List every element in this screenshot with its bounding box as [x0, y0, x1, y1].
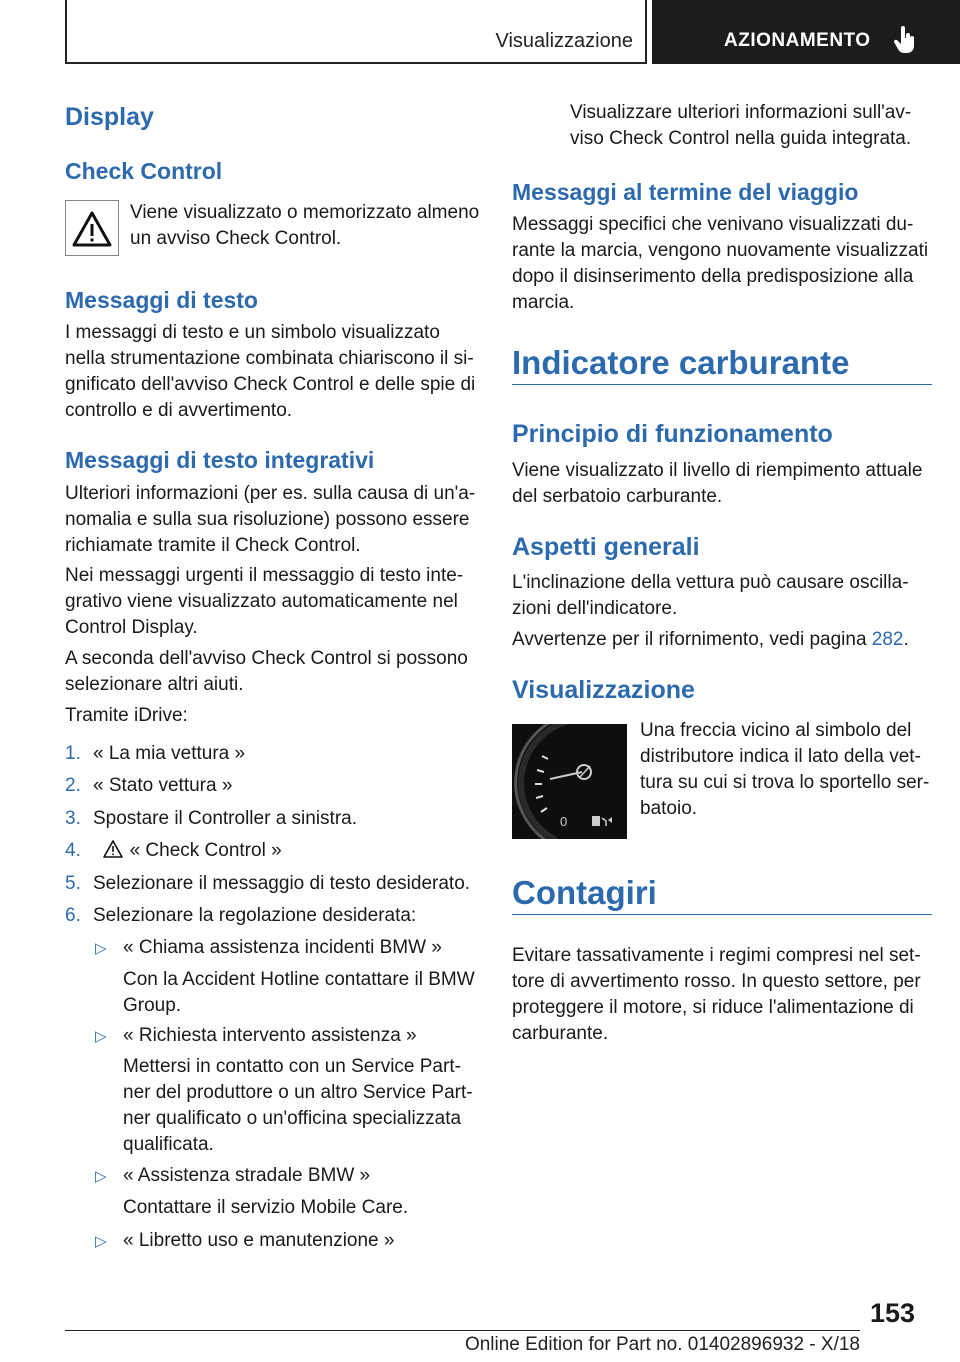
termine-viaggio-paragraph: Messaggi specifici che venivano visualizzati du- rante la marcia, vengono nuovamente visualizzati dopo il disinserimento della predisposizione alla marcia. [512, 214, 929, 313]
step-4: 4. « Check Control » [65, 840, 282, 861]
footer-edition: Online Edition for Part no. 01402896932 - X/18 [464, 1334, 860, 1355]
fuel-gauge-image [512, 724, 627, 839]
bullet-triangle-icon: ▷ [95, 940, 107, 957]
messaggi-testo-paragraph: I messaggi di testo e un simbolo visualizzato nella strumentazione combinata chiariscono il si- gnificato dell'avviso Check Control e delle spie di controllo e di avvertimento. [65, 322, 476, 421]
gauge-zero-label: 0 [560, 814, 568, 829]
option-accident-hotline: ▷ « Chiama assistenza incidenti BMW » [95, 935, 485, 962]
integrativi-paragraph-1: Ulteriori informazioni (per es. sulla causa di un'a- nomalia e sulla sua risoluzione) possono essere richiamate tramite il Check Control. [65, 483, 476, 556]
header-chapter-label: AZIONAMENTO [724, 30, 871, 51]
heading-indicatore-carburante: Indicatore carburante [512, 350, 932, 385]
heading-principio: Principio di funzionamento [512, 420, 833, 448]
heading-contagiri: Contagiri [512, 880, 932, 915]
step-1: 1. « La mia vettura » [65, 743, 246, 764]
principio-paragraph: Viene visualizzato il livello di riempimento attuale del serbatoio carburante. [512, 460, 923, 507]
footer-divider [65, 1330, 860, 1331]
heading-messaggi-integrativi: Messaggi di testo integrativi [65, 447, 375, 473]
integrativi-paragraph-2: Nei messaggi urgenti il messaggio di testo inte- grativo viene visualizzato automaticamente nel Control Display. [65, 565, 464, 638]
check-control-text: Viene visualizzato o memorizzato almeno un avviso Check Control. [130, 202, 480, 249]
bullet-triangle-icon: ▷ [95, 1233, 107, 1250]
warning-small-icon [102, 839, 124, 859]
warning-triangle-icon [66, 201, 118, 255]
contagiri-paragraph: Evitare tassativamente i regimi compresi nel set- tore di avvertimento rosso. In questo settore, per proteggere il motore, si riduce l'alimentazione di carburante. [512, 945, 921, 1044]
bullet-triangle-icon: ▷ [95, 1168, 107, 1185]
integrativi-paragraph-3: A seconda dell'avviso Check Control si possono selezionare altri aiuti. [65, 648, 468, 695]
bullet-triangle-icon: ▷ [95, 1028, 107, 1045]
option-richiesta-intervento-desc: Mettersi in contatto con un Service Part- ner del produttore o un altro Service Part- ner qualificato o un'officina specializzata qualificata. [123, 1056, 473, 1155]
header-section-title: Visualizzazione [495, 30, 633, 52]
heading-termine-viaggio: Messaggi al termine del viaggio [512, 179, 859, 205]
visualizzazione-paragraph: Una freccia vicino al simbolo del distributore indica il lato della vet- tura su cui si trova lo sportello ser- batoio. [640, 720, 930, 819]
idrive-intro: Tramite iDrive: [65, 705, 188, 726]
avvertenze-rifornimento: Avvertenze per il rifornimento, vedi pagina 282. [512, 629, 909, 650]
option-libretto: ▷ « Libretto uso e manutenzione » [95, 1228, 485, 1255]
option-richiesta-intervento: ▷ « Richiesta intervento assistenza » [95, 1023, 485, 1050]
heading-visualizzazione: Visualizzazione [512, 676, 695, 704]
option-assistenza-stradale: ▷ « Assistenza stradale BMW » [95, 1163, 485, 1190]
page-link-282[interactable]: 282 [871, 629, 904, 650]
continuation-text: Visualizzare ulteriori informazioni sull'av- viso Check Control nella guida integrata. [570, 102, 912, 149]
step-2: 2. « Stato vettura » [65, 775, 233, 796]
option-accident-hotline-desc: Con la Accident Hotline contattare il BMW Group. [123, 969, 475, 1016]
step-5: 5. Selezionare il messaggio di testo desiderato. [65, 873, 471, 894]
warning-icon-box [65, 200, 119, 256]
header-section-box [65, 0, 647, 64]
heading-messaggi-testo: Messaggi di testo [65, 287, 258, 313]
option-assistenza-stradale-desc: Contattare il servizio Mobile Care. [123, 1197, 409, 1218]
aspetti-paragraph: L'inclinazione della vettura può causare oscilla- zioni dell'indicatore. [512, 572, 909, 619]
hand-pointer-icon [893, 26, 917, 54]
heading-aspetti-generali: Aspetti generali [512, 533, 700, 561]
header-chapter-tab [652, 0, 960, 64]
heading-display: Display [65, 103, 154, 131]
step-6: 6. Selezionare la regolazione desiderata: [65, 905, 417, 926]
step-3: 3. Spostare il Controller a sinistra. [65, 808, 357, 829]
heading-check-control: Check Control [65, 158, 223, 184]
page-number: 153 [870, 1298, 916, 1328]
